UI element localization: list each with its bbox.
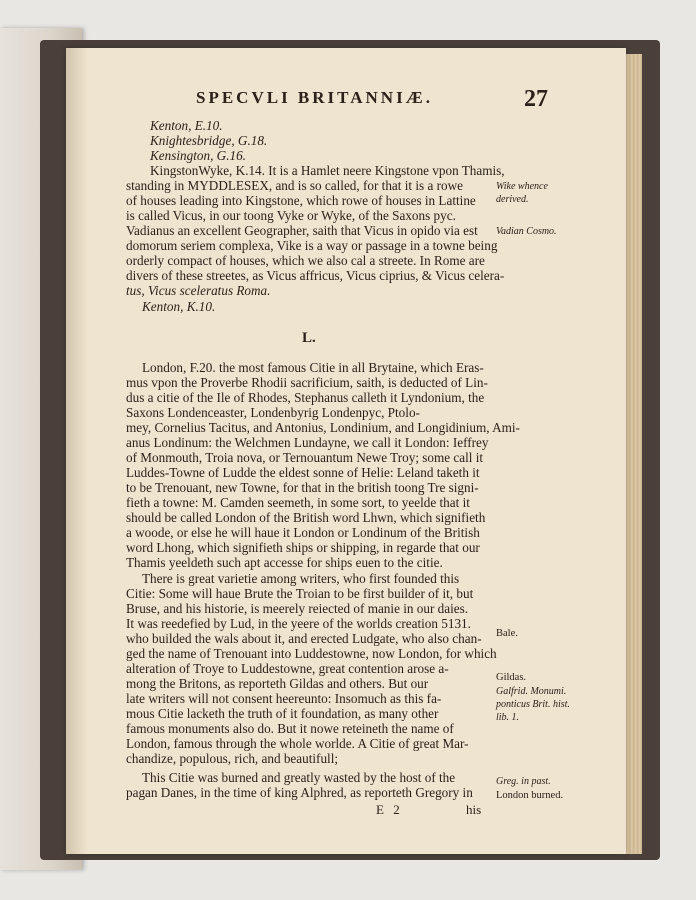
text-line: of Monmouth, Troia nova, or Ternouantum Newe Troy; some call it: [126, 450, 484, 465]
text-line: orderly compact of houses, which we also cal a streete. In Rome are: [126, 253, 485, 268]
entry-kenton-e10: Kenton, E.10.: [150, 118, 223, 133]
text-line: ged the name of Trenouant into Luddestowne, now London, for which: [126, 646, 497, 661]
catchword: his: [466, 802, 482, 817]
text-line: dus a citie of the Ile of Rhodes, Stephanus calleth it Lyndonium, the: [126, 390, 485, 405]
text-line: chandize, populous, rich, and beautifull;: [126, 751, 339, 766]
text-line: Luddes-Towne of Ludde the eldest sonne of Helie: Leland taketh it: [126, 465, 480, 480]
text-line: It was reedefied by Lud, in the yeere of the worlds creation 5131.: [126, 616, 471, 631]
text-line: alteration of Troye to Luddestowne, great contention arose a-: [126, 661, 449, 676]
margin-note-galfrid: Galfrid. Monumi.: [496, 686, 567, 697]
text-line: is called Vicus, in our toong Vyke or Wyke, of the Saxons pyc.: [126, 208, 456, 223]
text-line: late writers will not consent heereunto: Insomuch as this fa-: [126, 691, 442, 706]
text-line: Thamis yeeldeth such apt accesse for ships euen to the citie.: [126, 555, 443, 570]
text-line: Saxons Londenceaster, Londenbyrig Londenpyc, Ptolo-: [126, 405, 420, 420]
text-line: pagan Danes, in the time of king Alphred, as reporteth Gregory in: [126, 785, 473, 800]
text-line: mous Citie lacketh the truth of it foundation, as many other: [126, 706, 439, 721]
text-line: a woode, or else he will haue it London or Londinum of the British: [126, 525, 480, 540]
text-line: Citie: Some will haue Brute the Troian to be first builder of it, but: [126, 586, 474, 601]
text-line: fieth a towne: M. Camden seemeth, in some sort, to yeelde that it: [126, 495, 470, 510]
text-line: domorum seriem complexa, Vike is a way or passage in a towne being: [126, 238, 498, 253]
page-gutter-shadow: [66, 48, 88, 854]
text-line: Vadianus an excellent Geographer, saith that Vicus in opido via est: [126, 223, 478, 238]
text-line: mey, Cornelius Tacitus, and Antonius, Londinium, and Longidinium, Ami-: [126, 420, 520, 435]
text-line: mus vpon the Proverbe Rhodii sacrificium, saith, is deducted of Lin-: [126, 375, 488, 390]
margin-note-galfrid: ponticus Brit. hist.: [496, 699, 570, 710]
running-head: SPECVLI BRITANNIÆ.: [196, 88, 433, 107]
text-line: word Lhong, which signifieth ships or shipping, in regarde that our: [126, 540, 480, 555]
margin-note-london-burned: London burned.: [496, 790, 564, 801]
text-line: London, famous through the whole worlde. A Citie of great Mar-: [126, 736, 469, 751]
margin-note-galfrid: lib. 1.: [496, 712, 520, 723]
text-line: to be Trenouant, new Towne, for that in the british toong Tre signi-: [126, 480, 479, 495]
text-line: standing in MYDDLESEX, and is so called, for that it is a rowe: [126, 178, 463, 193]
section-letter-heading: L.: [302, 330, 316, 346]
text-line: KingstonWyke, K.14. It is a Hamlet neere Kingstone vpon Thamis,: [150, 163, 505, 178]
text-line: should be called London of the British word Lhwn, which signifieth: [126, 510, 486, 525]
margin-note-gregory: Greg. in past.: [496, 776, 551, 787]
text-line: anus Londinum: the Welchmen Lundayne, we call it London: Ieffrey: [126, 435, 489, 450]
text-line: London, F.20. the most famous Citie in all Brytaine, which Eras-: [142, 360, 484, 375]
text-line: divers of these streetes, as Vicus affricus, Vicus ciprius, & Vicus celera-: [126, 268, 505, 283]
signature-mark: E 2: [376, 802, 403, 817]
text-line: mong the Britons, as reporteth Gildas and others. But our: [126, 676, 429, 691]
text-line: who builded the wals about it, and erected Ludgate, who also chan-: [126, 631, 482, 646]
text-line: tus, Vicus sceleratus Roma.: [126, 283, 271, 298]
text-line: famous monuments also do. But it nowe reteineth the name of: [126, 721, 454, 736]
text-line: of houses leading into Kingstone, which rowe of houses in Lattine: [126, 193, 476, 208]
margin-note-wike: Wike whence: [496, 181, 548, 192]
entry-kenton-k10: Kenton, K.10.: [142, 299, 216, 314]
text-line: There is great varietie among writers, who first founded this: [142, 571, 460, 586]
entry-kensington: Kensington, G.16.: [150, 148, 246, 163]
text-line: This Citie was burned and greatly wasted by the host of the: [142, 770, 456, 785]
entry-knightesbridge: Knightesbridge, G.18.: [150, 133, 268, 148]
book-page: [66, 48, 626, 854]
margin-note-gildas: Gildas.: [496, 672, 527, 683]
margin-note-bale: Bale.: [496, 628, 518, 639]
page-number: 27: [524, 86, 548, 112]
margin-note-vadian: Vadian Cosmo.: [496, 226, 557, 237]
text-line: Bruse, and his historie, is meerely reiected of manie in our daies.: [126, 601, 469, 616]
margin-note-wike: derived.: [496, 194, 529, 205]
